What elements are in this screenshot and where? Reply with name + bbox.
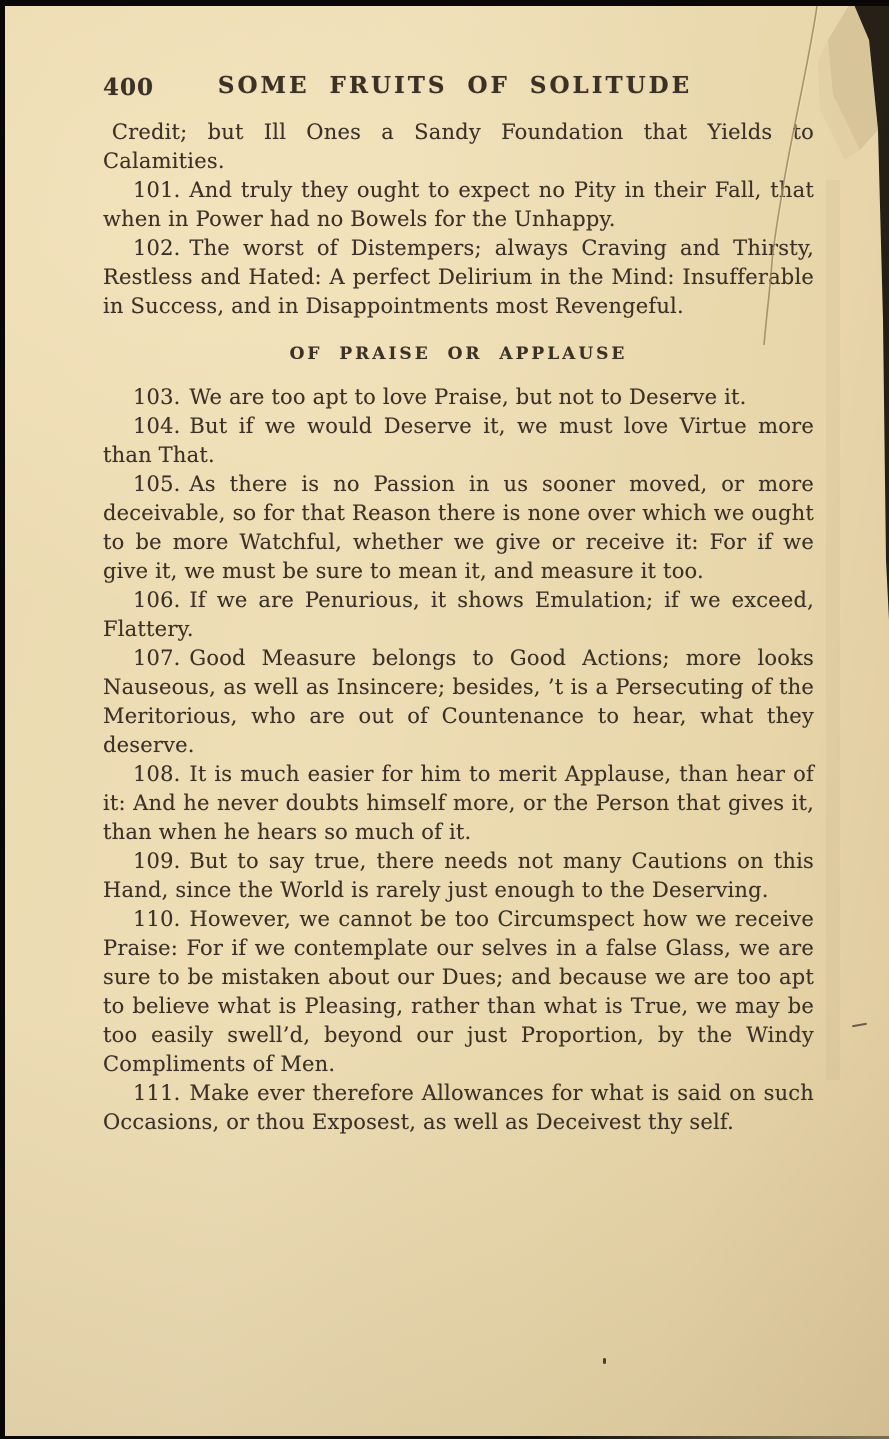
paragraph-number: 104.	[133, 414, 181, 438]
paper-fold-shadow	[826, 180, 840, 1080]
paragraph-text: But to say true, there needs not many Cautions on this Hand, since the World is rarely just enough to the Deserving.	[103, 849, 814, 902]
paragraph-text: But if we would Deserve it, we must love Virtue more than That.	[103, 414, 814, 467]
paragraph-text: If we are Penurious, it shows Emulation; if we exceed, Flattery.	[103, 588, 814, 641]
scan-edge-right-wedge	[852, 0, 889, 620]
paragraph-103	[103, 383, 814, 412]
section-heading: OF PRAISE OR APPLAUSE	[289, 344, 628, 364]
paragraph-continuation	[103, 118, 814, 176]
paragraph-104	[103, 412, 814, 470]
running-title: SOME FRUITS OF SOLITUDE	[217, 72, 693, 99]
paragraph-107	[103, 644, 814, 760]
paragraph-105	[103, 470, 814, 586]
paragraph-number: 107.	[133, 646, 181, 670]
paragraph-text: It is much easier for him to merit Applause, than hear of it: And he never doubts himself more, or the Person that gives it, than when he hears so much of it.	[103, 762, 814, 844]
paragraph-109	[103, 847, 814, 905]
paragraph-number: 110.	[133, 907, 181, 931]
paragraph-110	[103, 905, 814, 1079]
paragraph-text: Good Measure belongs to Good Actions; more looks Nauseous, as well as Insincere; besides, ’t is a Persecuting of the Meritorious, who are out of Countenance to hear, what they deserve.	[103, 646, 814, 757]
paragraph-text: Credit; but Ill Ones a Sandy Foundation that Yields to Calamities.	[103, 120, 814, 173]
scan-edge-left	[0, 0, 5, 1439]
page-number: 400	[103, 74, 155, 101]
paragraph-text: As there is no Passion in us sooner moved, or more deceivable, so for that Reason there is none over which we ought to be more Watchful, whether we give or receive it: For if we give it, we must be sure to mean it, and measure it too.	[103, 472, 814, 583]
paragraph-text: We are too apt to love Praise, but not to Deserve it.	[189, 385, 747, 409]
page-corner-fold	[828, 0, 878, 150]
paragraph-111	[103, 1079, 814, 1137]
scan-edge-top	[0, 0, 889, 6]
body-text	[103, 118, 814, 1137]
paragraph-text: The worst of Distempers; always Craving and Thirsty, Restless and Hated: A perfect Delirium in the Mind: Insufferable in Success, and in Disappointments most Revengeful.	[103, 236, 814, 318]
paragraph-106	[103, 586, 814, 644]
paragraph-text: And truly they ought to expect no Pity in their Fall, that when in Power had no Bowels for the Unhappy.	[103, 178, 814, 231]
paragraph-number: 111.	[133, 1081, 181, 1105]
paper-speck	[603, 1358, 606, 1364]
paragraph-number: 109.	[133, 849, 181, 873]
paragraph-text: However, we cannot be too Circumspect how we receive Praise: For if we contemplate our selves in a false Glass, we are sure to be mistaken about our Dues; and because we are too apt to believe what is Pleasing, rather than what is True, we may be too easily swell’d, beyond our just Proportion, by the Windy Compliments of Men.	[103, 907, 814, 1076]
paragraph-number: 102.	[133, 236, 181, 260]
paragraph-number: 108.	[133, 762, 181, 786]
paragraph-101	[103, 176, 814, 234]
paragraph-number: 106.	[133, 588, 181, 612]
paragraph-number: 101.	[133, 178, 181, 202]
paragraph-108	[103, 760, 814, 847]
paragraph-102	[103, 234, 814, 321]
stray-pencil-mark	[852, 1023, 867, 1028]
page-header	[103, 72, 807, 102]
paragraph-number: 105.	[133, 472, 181, 496]
paragraph-number: 103.	[133, 385, 181, 409]
page-corner-fold-shadow	[818, 40, 860, 160]
paragraph-text: Make ever therefore Allowances for what is said on such Occasions, or thou Exposest, as well as Deceivest thy self.	[103, 1081, 814, 1134]
